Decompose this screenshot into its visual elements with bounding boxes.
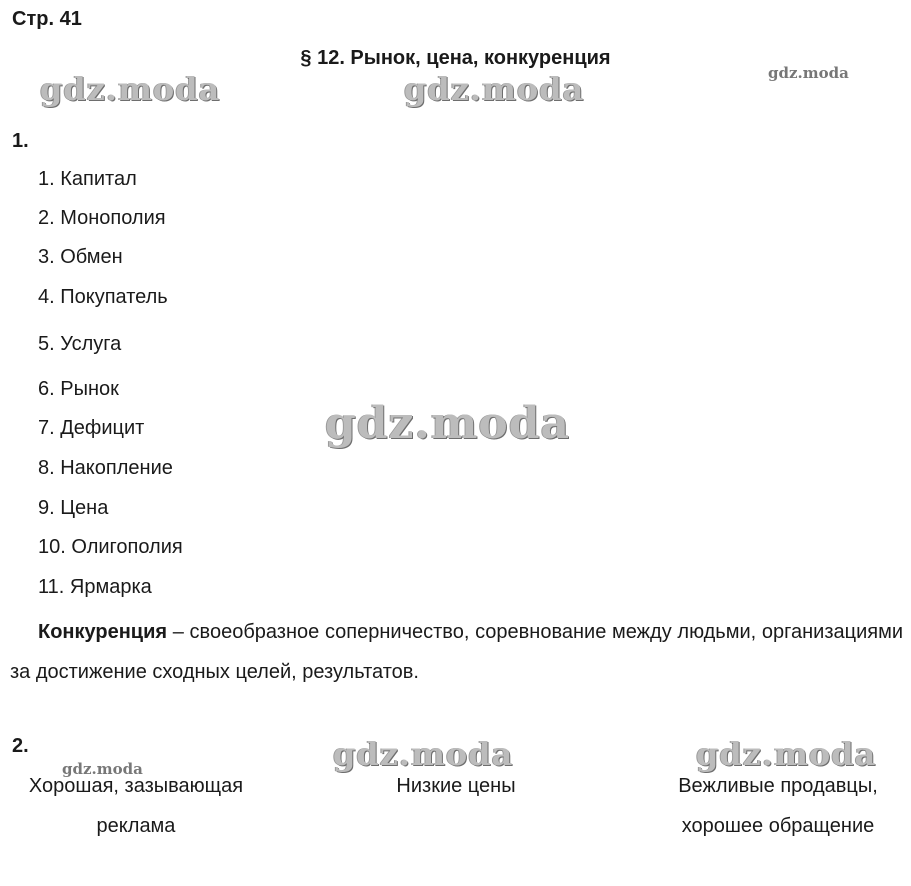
- task-2-column: Вежливые продавцы, хорошее обращение: [678, 775, 878, 837]
- definition-term: Конкуренция: [38, 621, 168, 643]
- list-item: 8. Накопление: [38, 457, 173, 479]
- list-item: 4. Покупатель: [38, 286, 168, 308]
- list-item: 2. Монополия: [38, 207, 166, 229]
- section-title: § 12. Рынок, цена, конкуренция: [300, 47, 611, 69]
- task-2-number: 2.: [12, 735, 29, 757]
- page-number-label: Стр. 41: [12, 8, 82, 30]
- watermark-logo: gdz.moda: [333, 735, 514, 773]
- list-item: 11. Ярмарка: [38, 576, 152, 598]
- task-2-column: Хорошая, зазывающая реклама: [28, 775, 244, 837]
- watermark-logo: gdz.moda: [404, 70, 585, 108]
- watermark-logo: gdz.moda: [62, 760, 143, 778]
- list-item: 6. Рынок: [38, 378, 119, 400]
- list-item: 9. Цена: [38, 497, 109, 519]
- watermark-logo: gdz.moda: [325, 398, 571, 449]
- list-item: 1. Капитал: [38, 168, 137, 190]
- definition-paragraph: [10, 612, 903, 692]
- list-item: 7. Дефицит: [38, 417, 145, 439]
- task-2-column: Низкие цены: [396, 775, 516, 797]
- watermark-logo: gdz.moda: [696, 735, 877, 773]
- definition-text: – своеобразное соперничество, соревнование между людьми, организациями за достижение сходных целей, результатов.: [10, 621, 903, 683]
- watermark-logo: gdz.moda: [40, 70, 221, 108]
- list-item: 3. Обмен: [38, 246, 123, 268]
- list-item: 5. Услуга: [38, 333, 122, 355]
- task-1-number: 1.: [12, 130, 29, 152]
- list-item: 10. Олигополия: [38, 536, 183, 558]
- watermark-logo: gdz.moda: [768, 64, 849, 82]
